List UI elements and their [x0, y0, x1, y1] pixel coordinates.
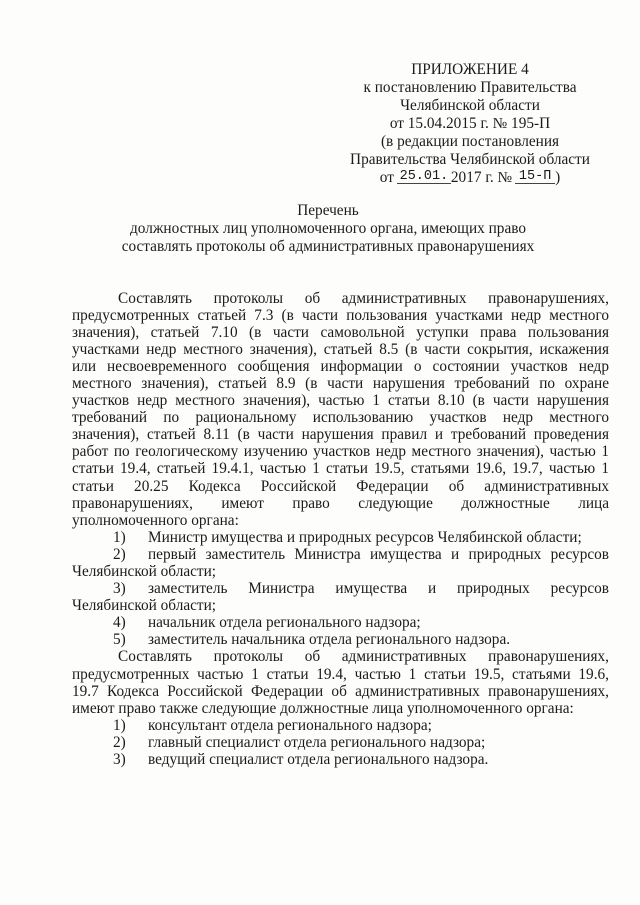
appendix-number: ПРИЛОЖЕНИЕ 4 [411, 61, 529, 78]
list-number: 2) [113, 545, 126, 563]
list-item [72, 614, 609, 631]
amendment-year: 2017 г. № [450, 169, 513, 186]
paragraph-line: или несвоевременного сообщения информации о состоянии участков недр [72, 357, 609, 375]
paragraph-line: участков недр местного значения), частью 1 статьи 8.10 (в части нарушения [72, 392, 609, 410]
paragraph-line: участками недр местного значения), статьей 8.5 (в части сокрытия, искажения [72, 340, 609, 358]
amendment-number-stamp: 15-П [515, 170, 555, 184]
paragraph-line: статьи 19.4, статьей 19.4.1, частью 1 статьи 19.5, статьями 19.6, 19.7, частью 1 [72, 460, 609, 478]
list-number: 4) [113, 614, 126, 632]
amendment-line [348, 169, 592, 187]
list-number: 5) [113, 631, 126, 649]
paragraph-line: предусмотренных частью 1 статьи 19.4, частью 1 статьи 19.5, статьями 19.6, [72, 665, 609, 683]
header-line-resolution: к постановлению Правительства [363, 79, 577, 96]
paragraph-line: значения), статьей 8.11 (в части нарушения правил и требований проведения [72, 426, 609, 444]
list-number: 1) [113, 716, 126, 734]
list-item [72, 751, 609, 768]
section1-paragraph [72, 290, 609, 529]
list-item [72, 580, 609, 597]
list-item-continuation: Челябинской области; [72, 597, 217, 615]
list-item [72, 529, 609, 546]
section2-list [72, 717, 609, 768]
list-number: 3) [113, 751, 126, 769]
list-number: 3) [113, 580, 126, 598]
list-item-continuation: Челябинской области; [72, 563, 217, 580]
amendment-date-stamp: 25.01. [397, 170, 451, 184]
list-text: заместитель начальника отдела регионального надзора. [148, 631, 511, 649]
paragraph-line: требований по рациональному использованию участков недр местного [72, 409, 609, 427]
header-line-original-date: от 15.04.2015 г. № 195-П [389, 115, 551, 132]
amendment-prefix: от [379, 169, 394, 186]
list-text: Министр имущества и природных ресурсов Челябинской области; [148, 528, 582, 546]
list-text: начальник отдела регионального надзора; [148, 614, 421, 632]
list-text: первый заместитель Министра имущества и природных ресурсов [148, 545, 609, 563]
list-text: главный специалист отдела регионального надзора; [148, 733, 486, 751]
document-title [73, 202, 583, 256]
paragraph-line: предусмотренных статьей 7.3 (в части пользования участками недр местного [72, 306, 609, 324]
paragraph-line: уполномоченного органа: [72, 511, 239, 529]
paragraph-line: 19.7 Кодекса Российской Федерации об административных правонарушениях, [72, 682, 609, 700]
header-line-edition: (в редакции постановления [380, 133, 560, 150]
appendix-header [348, 61, 592, 187]
section1-list [72, 529, 609, 649]
list-text: ведущий специалист отдела регионального надзора. [148, 751, 489, 769]
title-line: составлять протоколы об административных правонарушениях [121, 238, 535, 255]
title-heading: Перечень [297, 202, 359, 219]
paragraph-line: значения), статьей 7.10 (в части самовольной уступки права пользования [72, 323, 609, 341]
paragraph-line: Составлять протоколы об административных правонарушениях, [118, 648, 609, 666]
list-text: консультант отдела регионального надзора; [148, 716, 432, 734]
section2-paragraph [72, 648, 609, 716]
list-item [72, 717, 609, 734]
list-number: 1) [113, 528, 126, 546]
amendment-suffix: ) [555, 169, 561, 186]
list-number: 2) [113, 733, 126, 751]
list-item [72, 734, 609, 751]
paragraph-line: статьи 20.25 Кодекса Российской Федерации об административных [72, 477, 609, 495]
list-item [72, 546, 609, 563]
document-body [72, 290, 609, 769]
header-line-government: Правительства Челябинской области [350, 151, 590, 168]
paragraph-line: имеют право также следующие должностные лица уполномоченного органа: [72, 699, 574, 717]
title-line: должностных лиц уполномоченного органа, имеющих право [129, 220, 527, 237]
paragraph-line: Составлять протоколы об административных правонарушениях, [118, 289, 609, 307]
list-text: заместитель Министра имущества и природных ресурсов [148, 580, 609, 598]
paragraph-line: местного значения), статьей 8.9 (в части нарушения требований по охране [72, 374, 609, 392]
paragraph-line: правонарушениях, имеют право следующие должностные лица [72, 494, 609, 512]
list-item [72, 631, 609, 648]
header-line-region: Челябинской области [400, 97, 540, 114]
paragraph-line: работ по геологическому изучению участков недр местного значения), частью 1 [72, 443, 609, 461]
